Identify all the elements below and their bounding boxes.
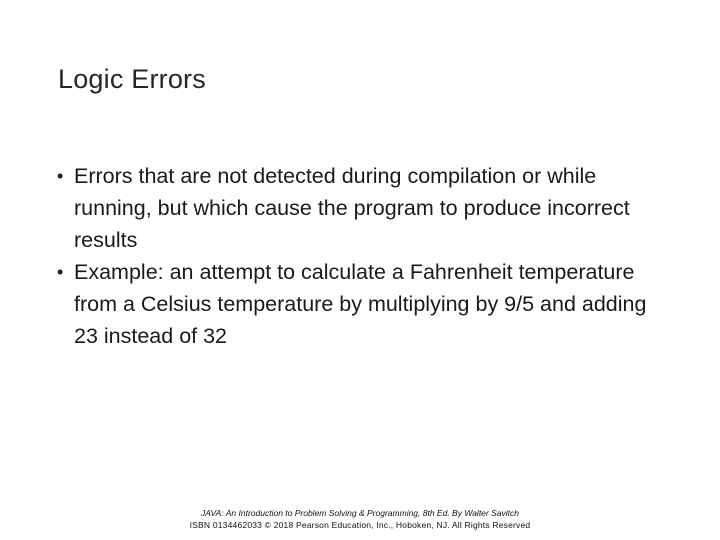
bullet-icon: •	[57, 262, 64, 282]
bullet-item	[57, 256, 674, 352]
bullet-item	[57, 160, 674, 256]
bullet-text: Errors that are not detected during compilation or while running, but which cause the program to produce incorrect results	[74, 164, 630, 252]
slide-title: Logic Errors	[58, 64, 206, 94]
footer-copyright: ISBN 0134462033 © 2018 Pearson Education, Inc., Hoboken, NJ. All Rights Reserved	[189, 520, 531, 530]
bullet-text: Example: an attempt to calculate a Fahrenheit temperature from a Celsius temperature by multiplying by 9/5 and adding 23 instead of 32	[74, 260, 647, 348]
footer-citation: JAVA: An Introduction to Problem Solving & Programming, 8th Ed. By Walter Savitch	[201, 508, 519, 518]
slide-footer	[0, 507, 720, 531]
bullet-icon: •	[57, 166, 64, 186]
bullet-list	[57, 160, 674, 352]
